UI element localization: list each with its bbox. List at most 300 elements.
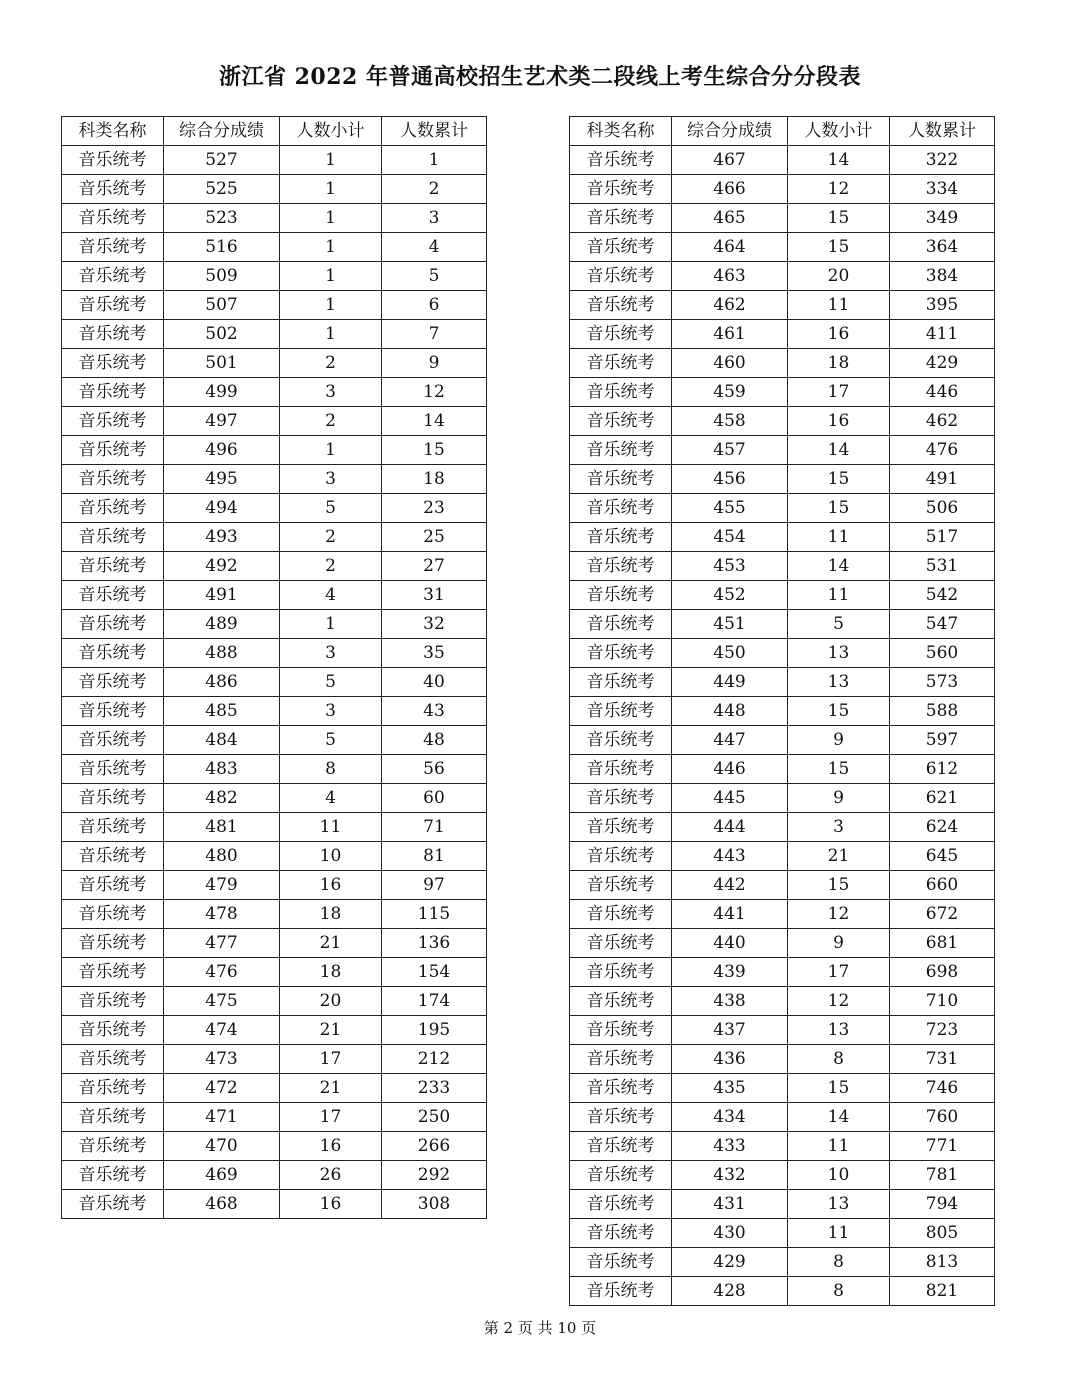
count-cell: 1 — [280, 233, 382, 262]
score-cell: 501 — [164, 349, 280, 378]
category-cell: 音乐统考 — [62, 523, 164, 552]
cumulative-cell: 292 — [382, 1161, 487, 1190]
category-cell: 音乐统考 — [570, 146, 672, 175]
score-cell: 486 — [164, 668, 280, 697]
category-cell: 音乐统考 — [570, 1132, 672, 1161]
table-row — [570, 929, 995, 958]
cumulative-cell: 31 — [382, 581, 487, 610]
table-row — [570, 900, 995, 929]
table-row — [62, 436, 487, 465]
table-row — [62, 639, 487, 668]
count-cell: 18 — [280, 958, 382, 987]
score-cell: 523 — [164, 204, 280, 233]
category-cell: 音乐统考 — [62, 697, 164, 726]
table-row — [570, 494, 995, 523]
score-cell: 469 — [164, 1161, 280, 1190]
cumulative-cell: 6 — [382, 291, 487, 320]
count-cell: 2 — [280, 349, 382, 378]
cumulative-cell: 660 — [890, 871, 995, 900]
count-cell: 12 — [788, 900, 890, 929]
count-cell: 11 — [788, 523, 890, 552]
category-cell: 音乐统考 — [62, 871, 164, 900]
cumulative-cell: 531 — [890, 552, 995, 581]
score-cell: 471 — [164, 1103, 280, 1132]
count-cell: 5 — [280, 726, 382, 755]
score-cell: 493 — [164, 523, 280, 552]
table-row — [570, 320, 995, 349]
count-cell: 8 — [788, 1045, 890, 1074]
score-cell: 525 — [164, 175, 280, 204]
category-cell: 音乐统考 — [570, 871, 672, 900]
cumulative-cell: 27 — [382, 552, 487, 581]
count-cell: 3 — [280, 697, 382, 726]
category-cell: 音乐统考 — [62, 175, 164, 204]
cumulative-cell: 5 — [382, 262, 487, 291]
score-cell: 457 — [672, 436, 788, 465]
count-cell: 16 — [280, 1190, 382, 1219]
count-cell: 15 — [788, 494, 890, 523]
score-cell: 453 — [672, 552, 788, 581]
score-cell: 441 — [672, 900, 788, 929]
cumulative-cell: 446 — [890, 378, 995, 407]
table-row — [62, 1045, 487, 1074]
table-row — [62, 175, 487, 204]
table-row — [62, 610, 487, 639]
table-row — [62, 987, 487, 1016]
table-row — [570, 1132, 995, 1161]
count-cell: 11 — [788, 581, 890, 610]
score-cell: 431 — [672, 1190, 788, 1219]
cumulative-cell: 821 — [890, 1277, 995, 1306]
category-cell: 音乐统考 — [570, 233, 672, 262]
cumulative-cell: 1 — [382, 146, 487, 175]
cumulative-cell: 9 — [382, 349, 487, 378]
count-cell: 2 — [280, 523, 382, 552]
count-cell: 11 — [280, 813, 382, 842]
cumulative-cell: 3 — [382, 204, 487, 233]
table-row — [62, 233, 487, 262]
table-row — [570, 610, 995, 639]
category-cell: 音乐统考 — [62, 842, 164, 871]
score-cell: 479 — [164, 871, 280, 900]
category-cell: 音乐统考 — [570, 639, 672, 668]
cumulative-cell: 621 — [890, 784, 995, 813]
table-row — [62, 291, 487, 320]
table-row — [570, 552, 995, 581]
count-cell: 2 — [280, 552, 382, 581]
count-cell: 17 — [280, 1045, 382, 1074]
cumulative-cell: 624 — [890, 813, 995, 842]
table-row — [62, 581, 487, 610]
count-cell: 15 — [788, 871, 890, 900]
cumulative-cell: 212 — [382, 1045, 487, 1074]
table-row — [62, 494, 487, 523]
count-cell: 18 — [280, 900, 382, 929]
cumulative-cell: 723 — [890, 1016, 995, 1045]
table-row — [62, 755, 487, 784]
category-cell: 音乐统考 — [62, 639, 164, 668]
table-row — [570, 697, 995, 726]
cumulative-cell: 322 — [890, 146, 995, 175]
count-cell: 1 — [280, 610, 382, 639]
table-row — [62, 1074, 487, 1103]
table-row — [570, 378, 995, 407]
count-cell: 1 — [280, 320, 382, 349]
count-cell: 11 — [788, 1219, 890, 1248]
category-cell: 音乐统考 — [62, 320, 164, 349]
cumulative-cell: 476 — [890, 436, 995, 465]
table-row — [570, 1219, 995, 1248]
category-cell: 音乐统考 — [62, 1103, 164, 1132]
category-cell: 音乐统考 — [570, 1219, 672, 1248]
score-cell: 461 — [672, 320, 788, 349]
cumulative-cell: 334 — [890, 175, 995, 204]
category-cell: 音乐统考 — [570, 987, 672, 1016]
score-cell: 438 — [672, 987, 788, 1016]
category-cell: 音乐统考 — [570, 1161, 672, 1190]
score-cell: 434 — [672, 1103, 788, 1132]
table-row — [570, 987, 995, 1016]
category-cell: 音乐统考 — [62, 1074, 164, 1103]
cumulative-cell: 746 — [890, 1074, 995, 1103]
score-cell: 435 — [672, 1074, 788, 1103]
score-cell: 466 — [672, 175, 788, 204]
category-cell: 音乐统考 — [62, 900, 164, 929]
category-cell: 音乐统考 — [570, 523, 672, 552]
score-cell: 474 — [164, 1016, 280, 1045]
count-cell: 12 — [788, 987, 890, 1016]
category-cell: 音乐统考 — [62, 407, 164, 436]
category-cell: 音乐统考 — [62, 494, 164, 523]
score-cell: 509 — [164, 262, 280, 291]
count-cell: 17 — [788, 378, 890, 407]
table-row — [570, 581, 995, 610]
category-cell: 音乐统考 — [62, 755, 164, 784]
header-score: 综合分成绩 — [164, 117, 280, 146]
score-cell: 452 — [672, 581, 788, 610]
score-cell: 527 — [164, 146, 280, 175]
cumulative-cell: 411 — [890, 320, 995, 349]
table-row — [570, 871, 995, 900]
page-title: 浙江省 2022 年普通高校招生艺术类二段线上考生综合分分段表 — [218, 64, 862, 90]
table-row — [62, 349, 487, 378]
cumulative-cell: 681 — [890, 929, 995, 958]
table-row — [570, 813, 995, 842]
category-cell: 音乐统考 — [62, 436, 164, 465]
count-cell: 10 — [280, 842, 382, 871]
count-cell: 21 — [280, 1074, 382, 1103]
table-row — [62, 726, 487, 755]
table-row — [570, 1074, 995, 1103]
category-cell: 音乐统考 — [570, 726, 672, 755]
table-row — [62, 262, 487, 291]
count-cell: 2 — [280, 407, 382, 436]
score-cell: 462 — [672, 291, 788, 320]
score-cell: 446 — [672, 755, 788, 784]
count-cell: 21 — [788, 842, 890, 871]
cumulative-cell: 731 — [890, 1045, 995, 1074]
table-row — [570, 349, 995, 378]
score-cell: 470 — [164, 1132, 280, 1161]
table-row — [570, 146, 995, 175]
category-cell: 音乐统考 — [570, 958, 672, 987]
score-cell: 432 — [672, 1161, 788, 1190]
count-cell: 17 — [788, 958, 890, 987]
category-cell: 音乐统考 — [570, 784, 672, 813]
category-cell: 音乐统考 — [62, 668, 164, 697]
score-cell: 430 — [672, 1219, 788, 1248]
score-cell: 448 — [672, 697, 788, 726]
category-cell: 音乐统考 — [62, 262, 164, 291]
cumulative-cell: 60 — [382, 784, 487, 813]
category-cell: 音乐统考 — [570, 1016, 672, 1045]
score-cell: 484 — [164, 726, 280, 755]
table-row — [62, 929, 487, 958]
table-header-row — [62, 117, 487, 146]
table-row — [570, 639, 995, 668]
category-cell: 音乐统考 — [62, 204, 164, 233]
cumulative-cell: 645 — [890, 842, 995, 871]
score-cell: 447 — [672, 726, 788, 755]
category-cell: 音乐统考 — [62, 784, 164, 813]
table-row — [570, 204, 995, 233]
cumulative-cell: 771 — [890, 1132, 995, 1161]
category-cell: 音乐统考 — [570, 1103, 672, 1132]
category-cell: 音乐统考 — [62, 465, 164, 494]
count-cell: 5 — [280, 494, 382, 523]
table-row — [62, 523, 487, 552]
table-row — [570, 842, 995, 871]
count-cell: 3 — [280, 378, 382, 407]
count-cell: 14 — [788, 146, 890, 175]
category-cell: 音乐统考 — [62, 1016, 164, 1045]
count-cell: 16 — [788, 320, 890, 349]
count-cell: 1 — [280, 291, 382, 320]
count-cell: 1 — [280, 204, 382, 233]
category-cell: 音乐统考 — [570, 1074, 672, 1103]
header-cumulative: 人数累计 — [890, 117, 995, 146]
count-cell: 8 — [788, 1277, 890, 1306]
cumulative-cell: 395 — [890, 291, 995, 320]
cumulative-cell: 547 — [890, 610, 995, 639]
table-row — [62, 871, 487, 900]
cumulative-cell: 597 — [890, 726, 995, 755]
cumulative-cell: 760 — [890, 1103, 995, 1132]
count-cell: 1 — [280, 146, 382, 175]
count-cell: 21 — [280, 929, 382, 958]
cumulative-cell: 12 — [382, 378, 487, 407]
table-row — [62, 1161, 487, 1190]
category-cell: 音乐统考 — [570, 1190, 672, 1219]
score-cell: 445 — [672, 784, 788, 813]
count-cell: 8 — [280, 755, 382, 784]
cumulative-cell: 781 — [890, 1161, 995, 1190]
category-cell: 音乐统考 — [62, 349, 164, 378]
count-cell: 4 — [280, 581, 382, 610]
table-row — [62, 697, 487, 726]
table-row — [62, 320, 487, 349]
score-cell: 472 — [164, 1074, 280, 1103]
count-cell: 10 — [788, 1161, 890, 1190]
count-cell: 13 — [788, 1016, 890, 1045]
table-row — [570, 175, 995, 204]
score-cell: 439 — [672, 958, 788, 987]
count-cell: 20 — [788, 262, 890, 291]
category-cell: 音乐统考 — [570, 755, 672, 784]
header-count: 人数小计 — [280, 117, 382, 146]
category-cell: 音乐统考 — [570, 813, 672, 842]
score-cell: 459 — [672, 378, 788, 407]
cumulative-cell: 462 — [890, 407, 995, 436]
count-cell: 14 — [788, 436, 890, 465]
cumulative-cell: 56 — [382, 755, 487, 784]
table-row — [62, 1103, 487, 1132]
score-cell: 477 — [164, 929, 280, 958]
count-cell: 26 — [280, 1161, 382, 1190]
score-table-left — [61, 116, 487, 1219]
score-cell: 451 — [672, 610, 788, 639]
count-cell: 15 — [788, 204, 890, 233]
table-row — [62, 1016, 487, 1045]
score-cell: 488 — [164, 639, 280, 668]
cumulative-cell: 43 — [382, 697, 487, 726]
count-cell: 9 — [788, 726, 890, 755]
score-cell: 450 — [672, 639, 788, 668]
count-cell: 15 — [788, 755, 890, 784]
cumulative-cell: 517 — [890, 523, 995, 552]
table-row — [570, 1045, 995, 1074]
score-cell: 429 — [672, 1248, 788, 1277]
category-cell: 音乐统考 — [570, 436, 672, 465]
table-row — [62, 204, 487, 233]
category-cell: 音乐统考 — [62, 987, 164, 1016]
cumulative-cell: 560 — [890, 639, 995, 668]
cumulative-cell: 384 — [890, 262, 995, 291]
category-cell: 音乐统考 — [62, 1161, 164, 1190]
header-score: 综合分成绩 — [672, 117, 788, 146]
score-cell: 482 — [164, 784, 280, 813]
cumulative-cell: 48 — [382, 726, 487, 755]
category-cell: 音乐统考 — [570, 1045, 672, 1074]
cumulative-cell: 233 — [382, 1074, 487, 1103]
score-cell: 475 — [164, 987, 280, 1016]
category-cell: 音乐统考 — [570, 581, 672, 610]
cumulative-cell: 71 — [382, 813, 487, 842]
count-cell: 14 — [788, 552, 890, 581]
category-cell: 音乐统考 — [570, 494, 672, 523]
cumulative-cell: 18 — [382, 465, 487, 494]
category-cell: 音乐统考 — [570, 407, 672, 436]
count-cell: 13 — [788, 668, 890, 697]
score-cell: 456 — [672, 465, 788, 494]
category-cell: 音乐统考 — [62, 813, 164, 842]
table-row — [570, 1103, 995, 1132]
table-row — [62, 813, 487, 842]
count-cell: 21 — [280, 1016, 382, 1045]
score-cell: 467 — [672, 146, 788, 175]
category-cell: 音乐统考 — [62, 726, 164, 755]
count-cell: 4 — [280, 784, 382, 813]
category-cell: 音乐统考 — [62, 958, 164, 987]
score-cell: 476 — [164, 958, 280, 987]
table-row — [62, 378, 487, 407]
count-cell: 1 — [280, 175, 382, 204]
category-cell: 音乐统考 — [62, 610, 164, 639]
score-cell: 489 — [164, 610, 280, 639]
category-cell: 音乐统考 — [570, 204, 672, 233]
cumulative-cell: 588 — [890, 697, 995, 726]
table-row — [62, 1190, 487, 1219]
count-cell: 13 — [788, 639, 890, 668]
score-cell: 480 — [164, 842, 280, 871]
category-cell: 音乐统考 — [570, 349, 672, 378]
cumulative-cell: 710 — [890, 987, 995, 1016]
cumulative-cell: 14 — [382, 407, 487, 436]
count-cell: 16 — [788, 407, 890, 436]
cumulative-cell: 794 — [890, 1190, 995, 1219]
score-cell: 495 — [164, 465, 280, 494]
score-cell: 478 — [164, 900, 280, 929]
score-cell: 481 — [164, 813, 280, 842]
category-cell: 音乐统考 — [62, 233, 164, 262]
cumulative-cell: 672 — [890, 900, 995, 929]
category-cell: 音乐统考 — [570, 697, 672, 726]
category-cell: 音乐统考 — [570, 262, 672, 291]
category-cell: 音乐统考 — [570, 320, 672, 349]
count-cell: 15 — [788, 465, 890, 494]
category-cell: 音乐统考 — [62, 146, 164, 175]
category-cell: 音乐统考 — [62, 378, 164, 407]
category-cell: 音乐统考 — [570, 465, 672, 494]
cumulative-cell: 136 — [382, 929, 487, 958]
category-cell: 音乐统考 — [62, 291, 164, 320]
score-cell: 483 — [164, 755, 280, 784]
cumulative-cell: 154 — [382, 958, 487, 987]
table-row — [570, 1277, 995, 1306]
score-cell: 458 — [672, 407, 788, 436]
table-row — [570, 407, 995, 436]
category-cell: 音乐统考 — [570, 1277, 672, 1306]
score-cell: 491 — [164, 581, 280, 610]
table-row — [62, 1132, 487, 1161]
table-row — [570, 784, 995, 813]
table-row — [570, 291, 995, 320]
table-row — [570, 755, 995, 784]
header-category: 科类名称 — [570, 117, 672, 146]
table-row — [570, 958, 995, 987]
count-cell: 12 — [788, 175, 890, 204]
score-cell: 444 — [672, 813, 788, 842]
count-cell: 8 — [788, 1248, 890, 1277]
cumulative-cell: 115 — [382, 900, 487, 929]
cumulative-cell: 2 — [382, 175, 487, 204]
count-cell: 18 — [788, 349, 890, 378]
score-cell: 485 — [164, 697, 280, 726]
score-cell: 440 — [672, 929, 788, 958]
score-cell: 496 — [164, 436, 280, 465]
score-cell: 502 — [164, 320, 280, 349]
cumulative-cell: 805 — [890, 1219, 995, 1248]
cumulative-cell: 364 — [890, 233, 995, 262]
cumulative-cell: 698 — [890, 958, 995, 987]
table-row — [62, 407, 487, 436]
count-cell: 20 — [280, 987, 382, 1016]
count-cell: 5 — [280, 668, 382, 697]
cumulative-cell: 573 — [890, 668, 995, 697]
score-cell: 507 — [164, 291, 280, 320]
count-cell: 15 — [788, 697, 890, 726]
header-category: 科类名称 — [62, 117, 164, 146]
